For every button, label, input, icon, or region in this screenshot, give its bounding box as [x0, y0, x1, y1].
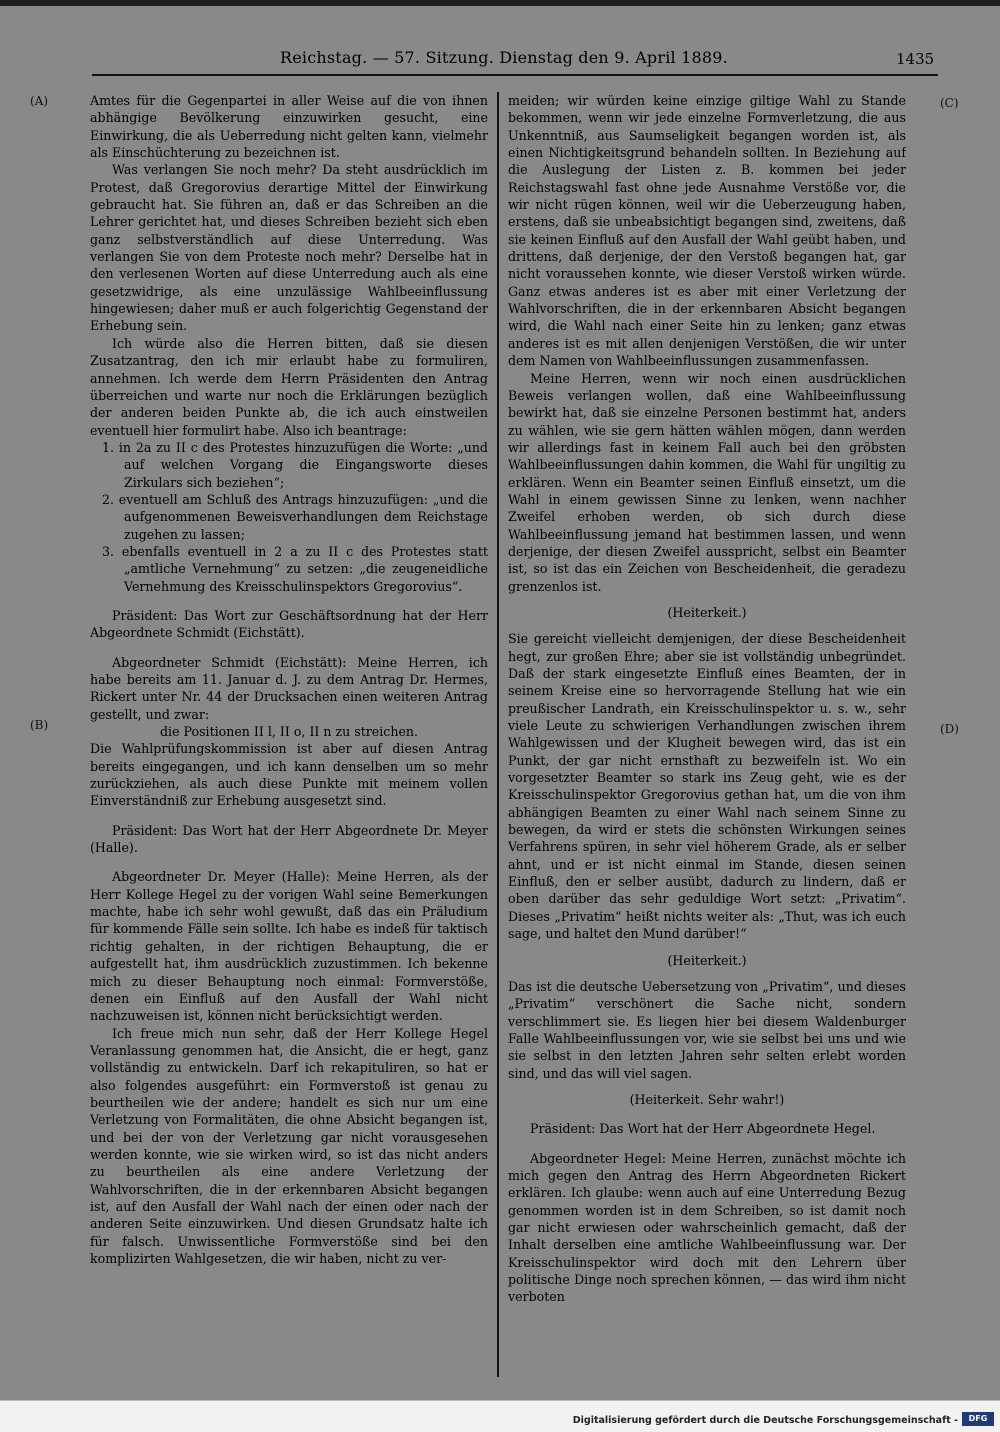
speaker-paragraph: Abgeordneter Dr. Meyer (Halle): Meine Herren, als der Herr Kollege Hegel zu der vorigen Wahl seine Bemerkungen machte, habe ich sehr wohl gewußt, daß das ein Präludium für kommende Fälle sein sollte. Ich habe es indeß für taktisch richtig gehalten, in der richtigen Behauptung, die er aufgestellt hat, ihm ausdrücklich zuzustimmen. Ich bekenne mich zu dieser Behauptung noch einmal: Formverstöße, denen ein Einfluß auf den Ausfall der Wahl nicht nachzuweisen ist, können nicht berücksichtigt werden.	[90, 869, 488, 1024]
paragraph: Ich freue mich nun sehr, daß der Herr Kollege Hegel Veranlassung genommen hat, die Ansicht, die er hegt, ganz vollständig zu entwickeln. Darf ich rekapituliren, so hat er also folgendes ausgeführt: ein Formverstoß ist genau zu beurtheilen wie der andere; handelt es sich nur um eine Verletzung von Formalitäten, die ohne Absicht begangen ist, und bei der von der Verletzung gar nicht vorausgesehen werden konnte, wie sie wirken wird, so ist das nicht anders zu beurtheilen als eine andere Verletzung der Wahlvorschriften, die in der erkennbaren Absicht begangen ist, auf den Ausfall der Wahl nach der einen oder nach der anderen Seite einzuwirken. Und diesen Grundsatz halte ich für falsch. Unwissentliche Formverstöße sind bei den komplizirten Wahlgesetzen, die wir haben, nicht zu ver-	[90, 1025, 488, 1266]
column-divider	[497, 92, 499, 1377]
paragraph: Meine Herren, wenn wir noch einen ausdrücklichen Beweis verlangen wollen, daß eine Wahlbeeinflussung bewirkt hat, daß sie einzelne Personen bestimmt hat, anders zu wählen, wie sie gern hätten wählen mögen, dann werden wir allerdings fast in keinem Fall auch bei den gröbsten Wahlbeeinflussungen dahin kommen, die Wahl für ungiltig zu erklären. Wenn ein Beamter seinen Einfluß einsetzt, um die Wahl in einem gewissen Sinne zu lenken, wenn nachher Zweifel erhoben werden, ob sich durch diese Wahlbeeinflussung jemand hat bestimmen lassen, und wenn derjenige, der diesen Zweifel ausspricht, selbst ein Beamter ist, so ist das ein Zeichen von Bescheidenheit, die geradezu grenzenlos ist.	[508, 370, 906, 594]
list-item: 3. ebenfalls eventuell in 2 a zu II c des Protestes statt „amtliche Vernehmung“ zu setzen: „die zeugeneidliche Vernehmung des Kreisschulinspektors Gregorovius“.	[102, 543, 488, 594]
motion-text: die Positionen II l, II o, II n zu streichen.	[159, 724, 419, 740]
speaker-paragraph: Präsident: Das Wort zur Geschäftsordnung hat der Herr Abgeordnete Schmidt (Eichstätt).	[90, 607, 488, 641]
margin-marker-a: (A)	[30, 94, 49, 108]
speaker-paragraph: Präsident: Das Wort hat der Herr Abgeordnete Dr. Meyer (Halle).	[90, 822, 488, 856]
paragraph: Was verlangen Sie noch mehr? Da steht ausdrücklich im Protest, daß Gregorovius derartige Mittel der Einwirkung gebraucht hat. Sie führen an, daß er das Schreiben an die Lehrer gerichtet hat, und dieses Schreiben bezieht sich eben ganz selbstverständlich auf diese Unterredung. Was verlangen Sie von dem Proteste noch mehr? Derselbe hat in den verlesenen Worten auf diese Unterredung auch als eine gesetzwidrige, als eine unzulässige Wahlbeeinflussung hingewiesen; daher muß er auch folgerichtig Gegenstand der Erhebung sein.	[90, 162, 488, 334]
dfg-logo-icon: DFG	[962, 1412, 994, 1426]
list-item: 1. in 2a zu II c des Protestes hinzuzufügen die Worte: „und auf welchen Vorgang die Eingangsworte dieses Zirkulars sich beziehen“;	[102, 439, 488, 490]
margin-marker-b: (B)	[30, 718, 49, 732]
list-item: 2. eventuell am Schluß des Antrags hinzuzufügen: „und die aufgenommenen Beweisverhandlungen dem Reichstage zugehen zu lassen;	[102, 491, 488, 542]
speaker-paragraph: Präsident: Das Wort hat der Herr Abgeordnete Hegel.	[530, 1121, 876, 1137]
interjection: (Heiterkeit.)	[667, 952, 747, 968]
interjection: (Heiterkeit. Sehr wahr!)	[629, 1091, 785, 1107]
paragraph: Amtes für die Gegenpartei in aller Weise auf die von ihnen abhängige Bevölkerung einzuwirken gesucht, eine Einwirkung, die als Ueberredung nicht gelten kann, vielmehr als Einschüchterung zu bezeichnen ist.	[90, 93, 488, 161]
speaker-paragraph: Abgeordneter Schmidt (Eichstätt): Meine Herren, ich habe bereits am 11. Januar d. J. zu dem Antrag Dr. Hermes, Rickert unter Nr. 44 der Drucksachen einen weiteren Antrag gestellt, und zwar:	[90, 654, 488, 722]
margin-marker-c: (C)	[940, 96, 959, 110]
speaker-paragraph: Abgeordneter Hegel: Meine Herren, zunächst möchte ich mich gegen den Antrag des Herrn Abgeordneten Rickert erklären. Ich glaube: wenn auch auf eine Unterredung Bezug genommen worden ist in dem Schreiben, so ist damit noch gar nicht erwiesen oder wahrscheinlich gemacht, daß der Inhalt derselben eine amtliche Wahlbeeinflussung war. Der Kreisschulinspektor wird doch mit den Lehrern über politische Dinge noch sprechen können, — das wird ihm nicht verboten	[508, 1150, 906, 1305]
paragraph: Die Wahlprüfungskommission ist aber auf diesen Antrag bereits eingegangen, und ich kann denselben um so mehr zurückziehen, als auch diese Punkte mit meinem vollen Einverständniß zur Erhebung ausgesetzt sind.	[90, 741, 488, 809]
paragraph: Ich würde also die Herren bitten, daß sie diesen Zusatzantrag, den ich mir erlaubt habe zu formuliren, annehmen. Ich werde dem Herrn Präsidenten den Antrag überreichen und warte nur noch die Erklärungen bezüglich der anderen beiden Punkte ab, die ich auch einstweilen eventuell hier formulirt habe. Also ich beantrage:	[90, 335, 488, 438]
right-column	[508, 92, 906, 1382]
paragraph: meiden; wir würden keine einzige giltige Wahl zu Stande bekommen, wenn wir jede einzelne Formverletzung, die aus Unkenntniß, aus Saumseligkeit begangen worden ist, als einen Nichtigkeitsgrund behandeln sollten. In Beziehung auf die Auslegung der Listen z. B. kommen bei jeder Reichstagswahl fast ohne jede Ausnahme Verstöße vor, die wir nicht rügen können, weil wir die Ueberzeugung haben, erstens, daß sie unbeabsichtigt begangen sind, zweitens, daß sie keinen Einfluß auf den Ausfall der Wahl geübt haben, und drittens, daß derjenige, der den Verstoß begangen hat, gar nicht voraussehen konnte, wie dieser Verstoß wirken würde. Ganz etwas anderes ist es aber mit einer Verletzung der Wahlvorschriften, die in der erkennbaren Absicht begangen wird, die Wahl nach einer Seite hin zu lenken; ganz etwas anderes ist es mit allen denjenigen Verstößen, die wir unter dem Namen von Wahlbeeinflussungen zusammenfassen.	[508, 93, 906, 369]
left-column	[90, 92, 488, 1382]
paragraph: Das ist die deutsche Uebersetzung von „Privatim“, und dieses „Privatim“ verschönert die Sache nicht, sondern verschlimmert sie. Es liegen hier bei diesem Waldenburger Falle Wahlbeeinflussungen vor, wie sie selbst bei uns und wie sie selbst in den letzten Jahren sehr selten erlebt worden sind, und das will viel sagen.	[508, 978, 906, 1081]
top-border	[0, 0, 1000, 6]
paragraph: Sie gereicht vielleicht demjenigen, der diese Bescheidenheit hegt, zur großen Ehre; aber sie ist vollständig unbegründet. Daß der stark eingesetzte Einfluß eines Beamten, der in seinem Kreise eine so hervorragende Stellung hat wie ein preußischer Landrath, ein Kreisschulinspektor u. s. w., sehr viele Leute zu schwierigen Verhandlungen zwischen ihrem Wahlgewissen und der Klugheit bewegen wird, das ist ein Punkt, der gar nicht ernsthaft zu bezweifeln ist. Wo ein vorgesetzter Beamter so stark ins Zeug geht, wie es der Kreisschulinspektor Gregorovius gethan hat, um die von ihm abhängigen Beamten zu einer Wahl nach seinem Sinne zu bewegen, da wird er stets die schönsten Wirkungen seines Verfahrens spüren, in sehr viel höherem Grade, als er selber ahnt, und er ist nicht einmal im Stande, diesen seinen Einfluß, den er selber ausübt, dadurch zu lindern, daß er oben darüber das sehr geduldige Wort setzt: „Privatim“. Dieses „Privatim“ heißt nichts weiter als: „Thut, was ich euch sage, und haltet den Mund darüber!“	[508, 631, 906, 942]
footer-divider	[0, 1400, 1000, 1401]
margin-marker-d: (D)	[940, 722, 959, 736]
running-head: Reichstag. — 57. Sitzung. Dienstag den 9. April 1889.	[280, 48, 728, 67]
header-rule	[92, 74, 938, 76]
page-number: 1435	[896, 50, 935, 68]
digitization-credit: Digitalisierung gefördert durch die Deutsche Forschungsgemeinschaft -	[572, 1415, 958, 1426]
interjection: (Heiterkeit.)	[667, 604, 747, 620]
